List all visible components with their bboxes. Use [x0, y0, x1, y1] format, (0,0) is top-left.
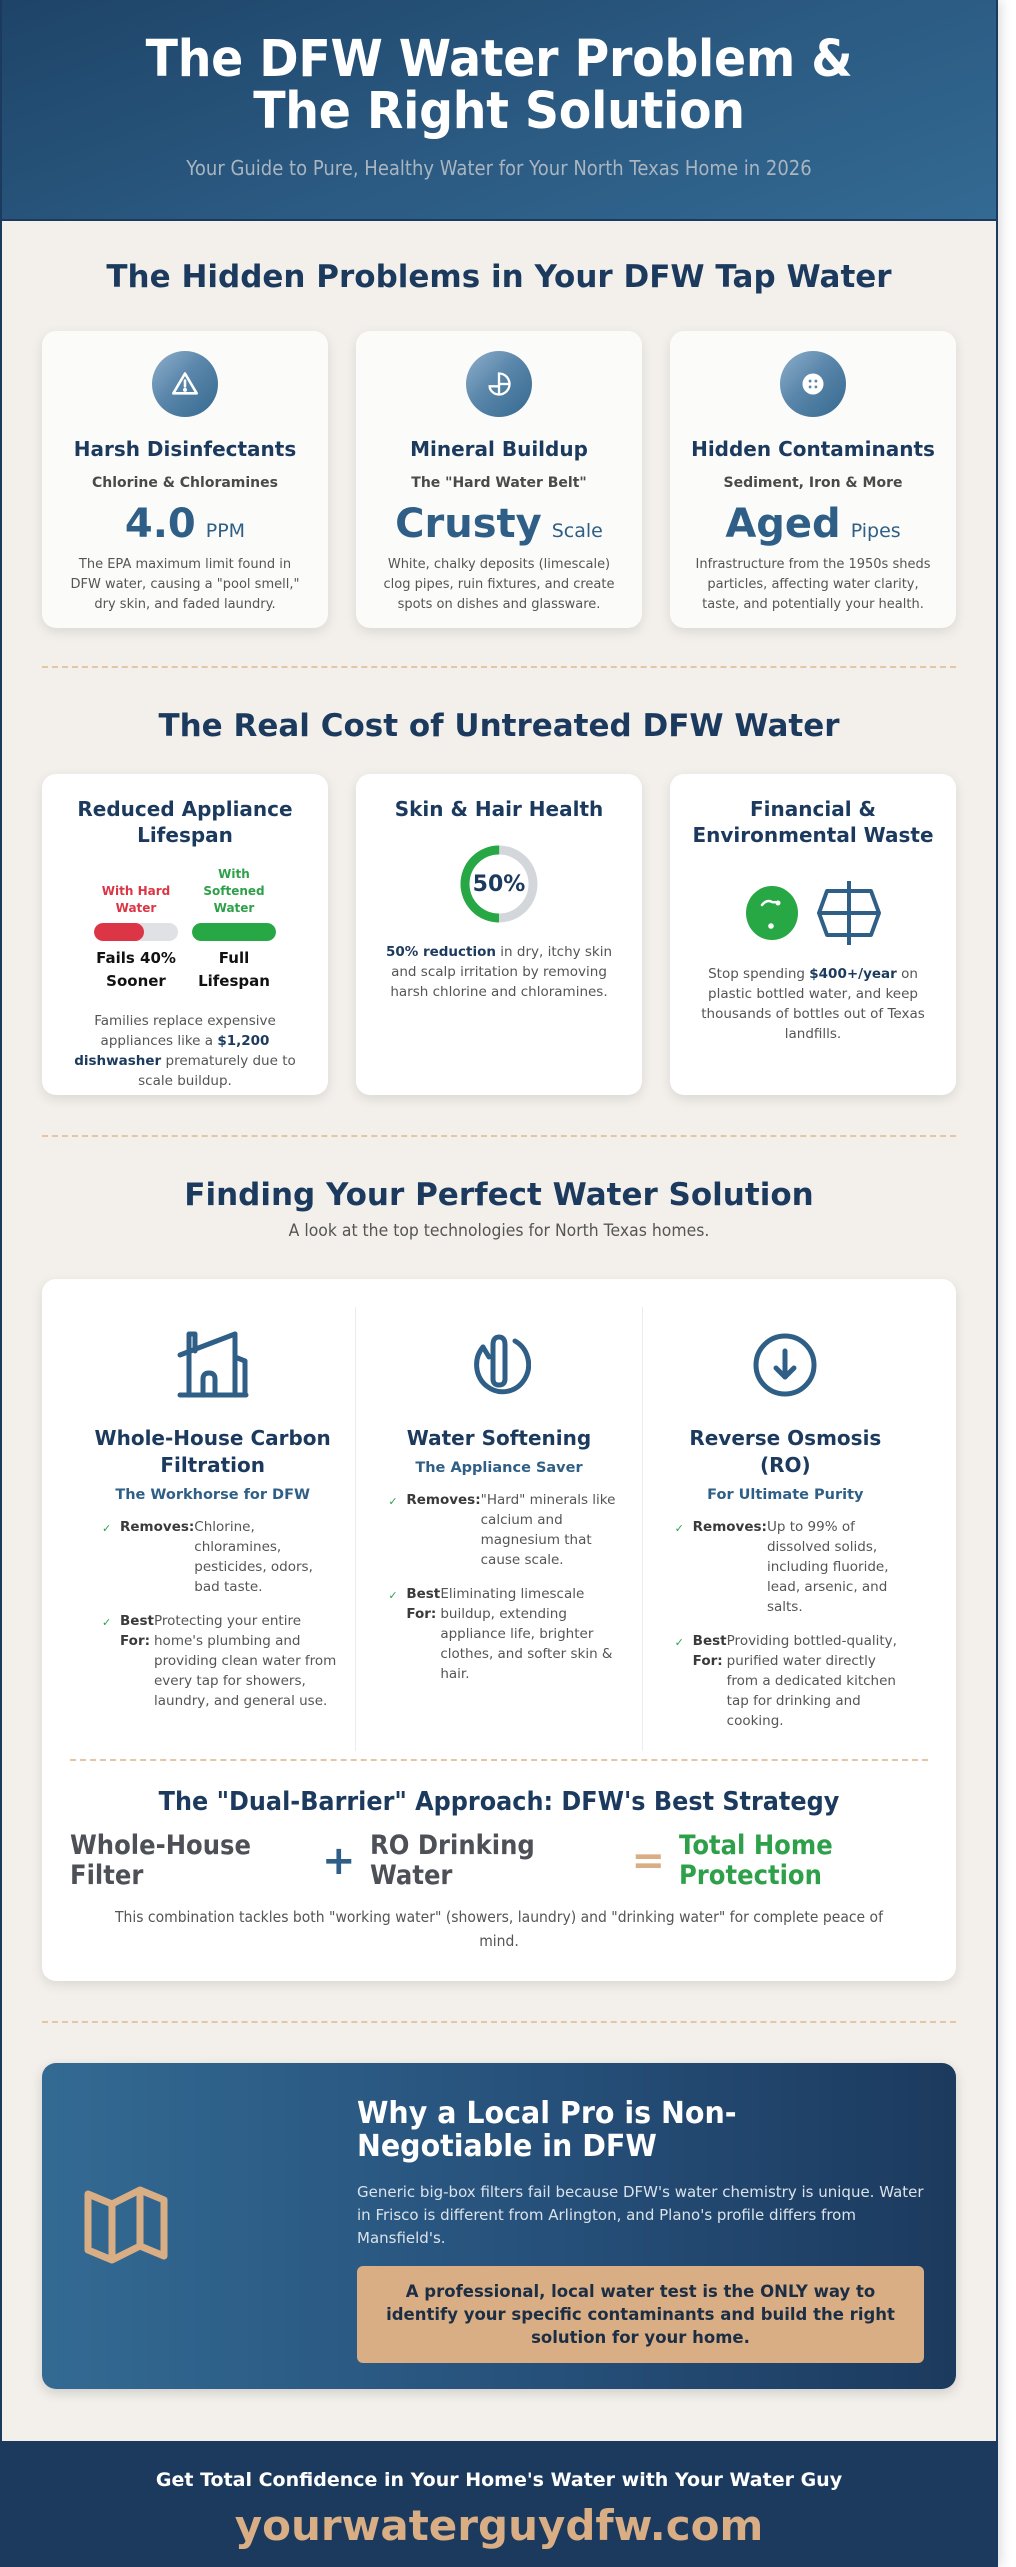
globe-icon: [745, 885, 799, 945]
problem-subtitle: The "Hard Water Belt": [411, 475, 587, 491]
feature-removes: ✓ Removes: Chlorine, chloramines, pesticides, odors, bad taste.: [102, 1519, 313, 1595]
footer: [2, 2441, 996, 2567]
solution-tagline: The Workhorse for DFW: [115, 1487, 310, 1503]
page-title: The DFW Water Problem & The Right Solution: [145, 30, 853, 141]
formula-term-filter: Whole-House Filter: [70, 1830, 251, 1891]
problem-unit: Scale: [551, 520, 603, 542]
problem-unit: Pipes: [850, 520, 901, 542]
problem-subtitle: Sediment, Iron & More: [723, 475, 903, 491]
local-pro-title: Why a Local Pro is Non-Negotiable in DFW: [357, 2096, 737, 2164]
dual-barrier: [70, 1787, 928, 1953]
cost-card-title: Financial & Environmental Waste: [692, 797, 934, 847]
bar-softened-water: [192, 866, 276, 993]
cost-card-skin: [356, 774, 642, 1095]
problems-title: The Hidden Problems in Your DFW Tap Water: [106, 259, 892, 295]
arrow-down-circle-icon: [661, 1329, 910, 1401]
bar-hard-water: [94, 866, 178, 993]
plus-icon: +: [322, 1838, 356, 1884]
problem-stat: 4.0: [124, 501, 196, 547]
problem-title: Mineral Buildup: [410, 437, 588, 461]
header: [2, 0, 996, 221]
solution-softening: [355, 1307, 641, 1751]
problem-title: Hidden Contaminants: [691, 437, 935, 461]
footer-tagline: Get Total Confidence in Your Home's Water with Your Water Guy: [155, 2469, 843, 2491]
cost-card-title: Skin & Hair Health: [394, 797, 604, 821]
dual-formula: [70, 1831, 928, 1891]
solution-tagline: For Ultimate Purity: [707, 1487, 864, 1503]
box-icon: [817, 881, 881, 949]
cost-title: The Real Cost of Untreated DFW Water: [158, 708, 840, 744]
mineral-pie-icon: [466, 351, 532, 417]
solutions-title: Finding Your Perfect Water Solution: [184, 1177, 814, 1213]
footer-website-link[interactable]: yourwaterguydfw.com: [234, 2501, 764, 2550]
feature-removes: ✓ Removes: "Hard" minerals like calcium and magnesium that cause scale.: [388, 1492, 616, 1568]
check-icon: ✓: [674, 1522, 684, 1535]
problem-card-contaminants: [670, 331, 956, 628]
equals-icon: =: [631, 1838, 666, 1884]
problems-section: [2, 221, 996, 666]
bar-result: Fails 40% Sooner: [96, 949, 176, 990]
problem-title: Harsh Disinfectants: [73, 437, 297, 461]
feature-removes: ✓ Removes: Up to 99% of dissolved solids, including fluoride, lead, arsenic, and salts.: [674, 1519, 889, 1615]
problem-stat: Aged: [725, 501, 841, 547]
problem-card-disinfectants: [42, 331, 328, 628]
cost-card-description: Stop spending $400+/year on plastic bottled water, and keep thousands of bottles out of Texas landfills.: [701, 966, 925, 1042]
house-icon: [88, 1329, 337, 1401]
page-subtitle: Your Guide to Pure, Healthy Water for Your North Texas Home in 2026: [186, 156, 812, 180]
water-drop-icon: [374, 1329, 623, 1401]
solutions-lead: A look at the top technologies for North Texas homes.: [288, 1221, 710, 1241]
local-pro-card: [42, 2063, 956, 2389]
lifespan-comparison: [62, 866, 308, 993]
feature-best-for: ✓ Best For: Eliminating limescale buildup, extending appliance life, brighter clothes, and softer skin & hair.: [388, 1586, 613, 1682]
local-pro-body: Generic big-box filters fail because DFW's water chemistry is unique. Water in Frisco is different from Arlington, and Plano's profile differs from Mansfield's.: [357, 2183, 924, 2247]
progress-bar: [192, 923, 276, 941]
check-icon: ✓: [388, 1495, 398, 1508]
map-icon: [42, 2063, 357, 2389]
bar-result: Full Lifespan: [198, 949, 270, 990]
solution-title: Water Softening: [406, 1426, 592, 1450]
dual-note: This combination tackles both "working water" (showers, laundry) and "drinking water" for complete peace of mind.: [114, 1908, 884, 1950]
problem-unit: PPM: [205, 520, 246, 542]
cost-card-description: Families replace expensive appliances like a $1,200 dishwasher prematurely due to scale buildup.: [74, 1013, 296, 1089]
solution-title: Whole-House Carbon Filtration: [94, 1426, 331, 1477]
cost-section: [2, 668, 996, 1135]
check-icon: ✓: [102, 1616, 112, 1629]
problem-description: The EPA maximum limit found in DFW water, causing a "pool smell," dry skin, and faded laundry.: [70, 557, 300, 612]
solution-title: Reverse Osmosis (RO): [689, 1426, 882, 1477]
problem-subtitle: Chlorine & Chloramines: [92, 475, 278, 491]
formula-result: Total Home Protection: [679, 1830, 833, 1891]
local-pro-callout: A professional, local water test is the ONLY way to identify your specific contaminants and build the right solution for your home.: [357, 2266, 924, 2363]
problem-card-minerals: [356, 331, 642, 628]
solutions-card: [42, 1279, 956, 1981]
dual-title: The "Dual-Barrier" Approach: DFW's Best Strategy: [158, 1787, 840, 1817]
feature-best-for: ✓ Best For: Providing bottled-quality, purified water directly from a dedicated kitchen tap for drinking and cooking.: [674, 1633, 897, 1729]
dual-divider: [70, 1759, 928, 1761]
formula-term-ro: RO Drinking Water: [369, 1830, 535, 1891]
solutions-section: [2, 1137, 996, 2021]
donut-percent: 50%: [472, 871, 526, 897]
cost-card-financial: [670, 774, 956, 1095]
cost-card-description: 50% reduction in dry, itchy skin and scalp irritation by removing harsh chlorine and chloramines.: [385, 944, 613, 1000]
solution-tagline: The Appliance Saver: [415, 1460, 583, 1476]
solution-whole-house: [70, 1307, 355, 1751]
check-icon: ✓: [388, 1589, 398, 1602]
particles-icon: [780, 351, 846, 417]
warning-triangle-icon: [152, 351, 218, 417]
check-icon: ✓: [102, 1522, 112, 1535]
cost-card-appliance: [42, 774, 328, 1095]
problem-stat: Crusty: [395, 501, 542, 547]
problem-description: White, chalky deposits (limescale) clog pipes, ruin fixtures, and create spots on dishes and glassware.: [383, 557, 615, 612]
cost-card-title: Reduced Appliance Lifespan: [77, 797, 293, 847]
solution-reverse-osmosis: [642, 1307, 928, 1751]
progress-bar: [94, 923, 178, 941]
feature-best-for: ✓ Best For: Protecting your entire home's plumbing and providing clean water from every tap for showers, laundry, and general use.: [102, 1613, 337, 1709]
bar-label: With Softened Water: [203, 867, 265, 915]
problem-description: Infrastructure from the 1950s sheds particles, affecting water clarity, taste, and potentially your health.: [695, 557, 931, 612]
bar-label: With Hard Water: [101, 884, 171, 915]
check-icon: ✓: [674, 1636, 684, 1649]
local-pro-section: [2, 2023, 996, 2441]
donut-chart: [459, 844, 539, 924]
